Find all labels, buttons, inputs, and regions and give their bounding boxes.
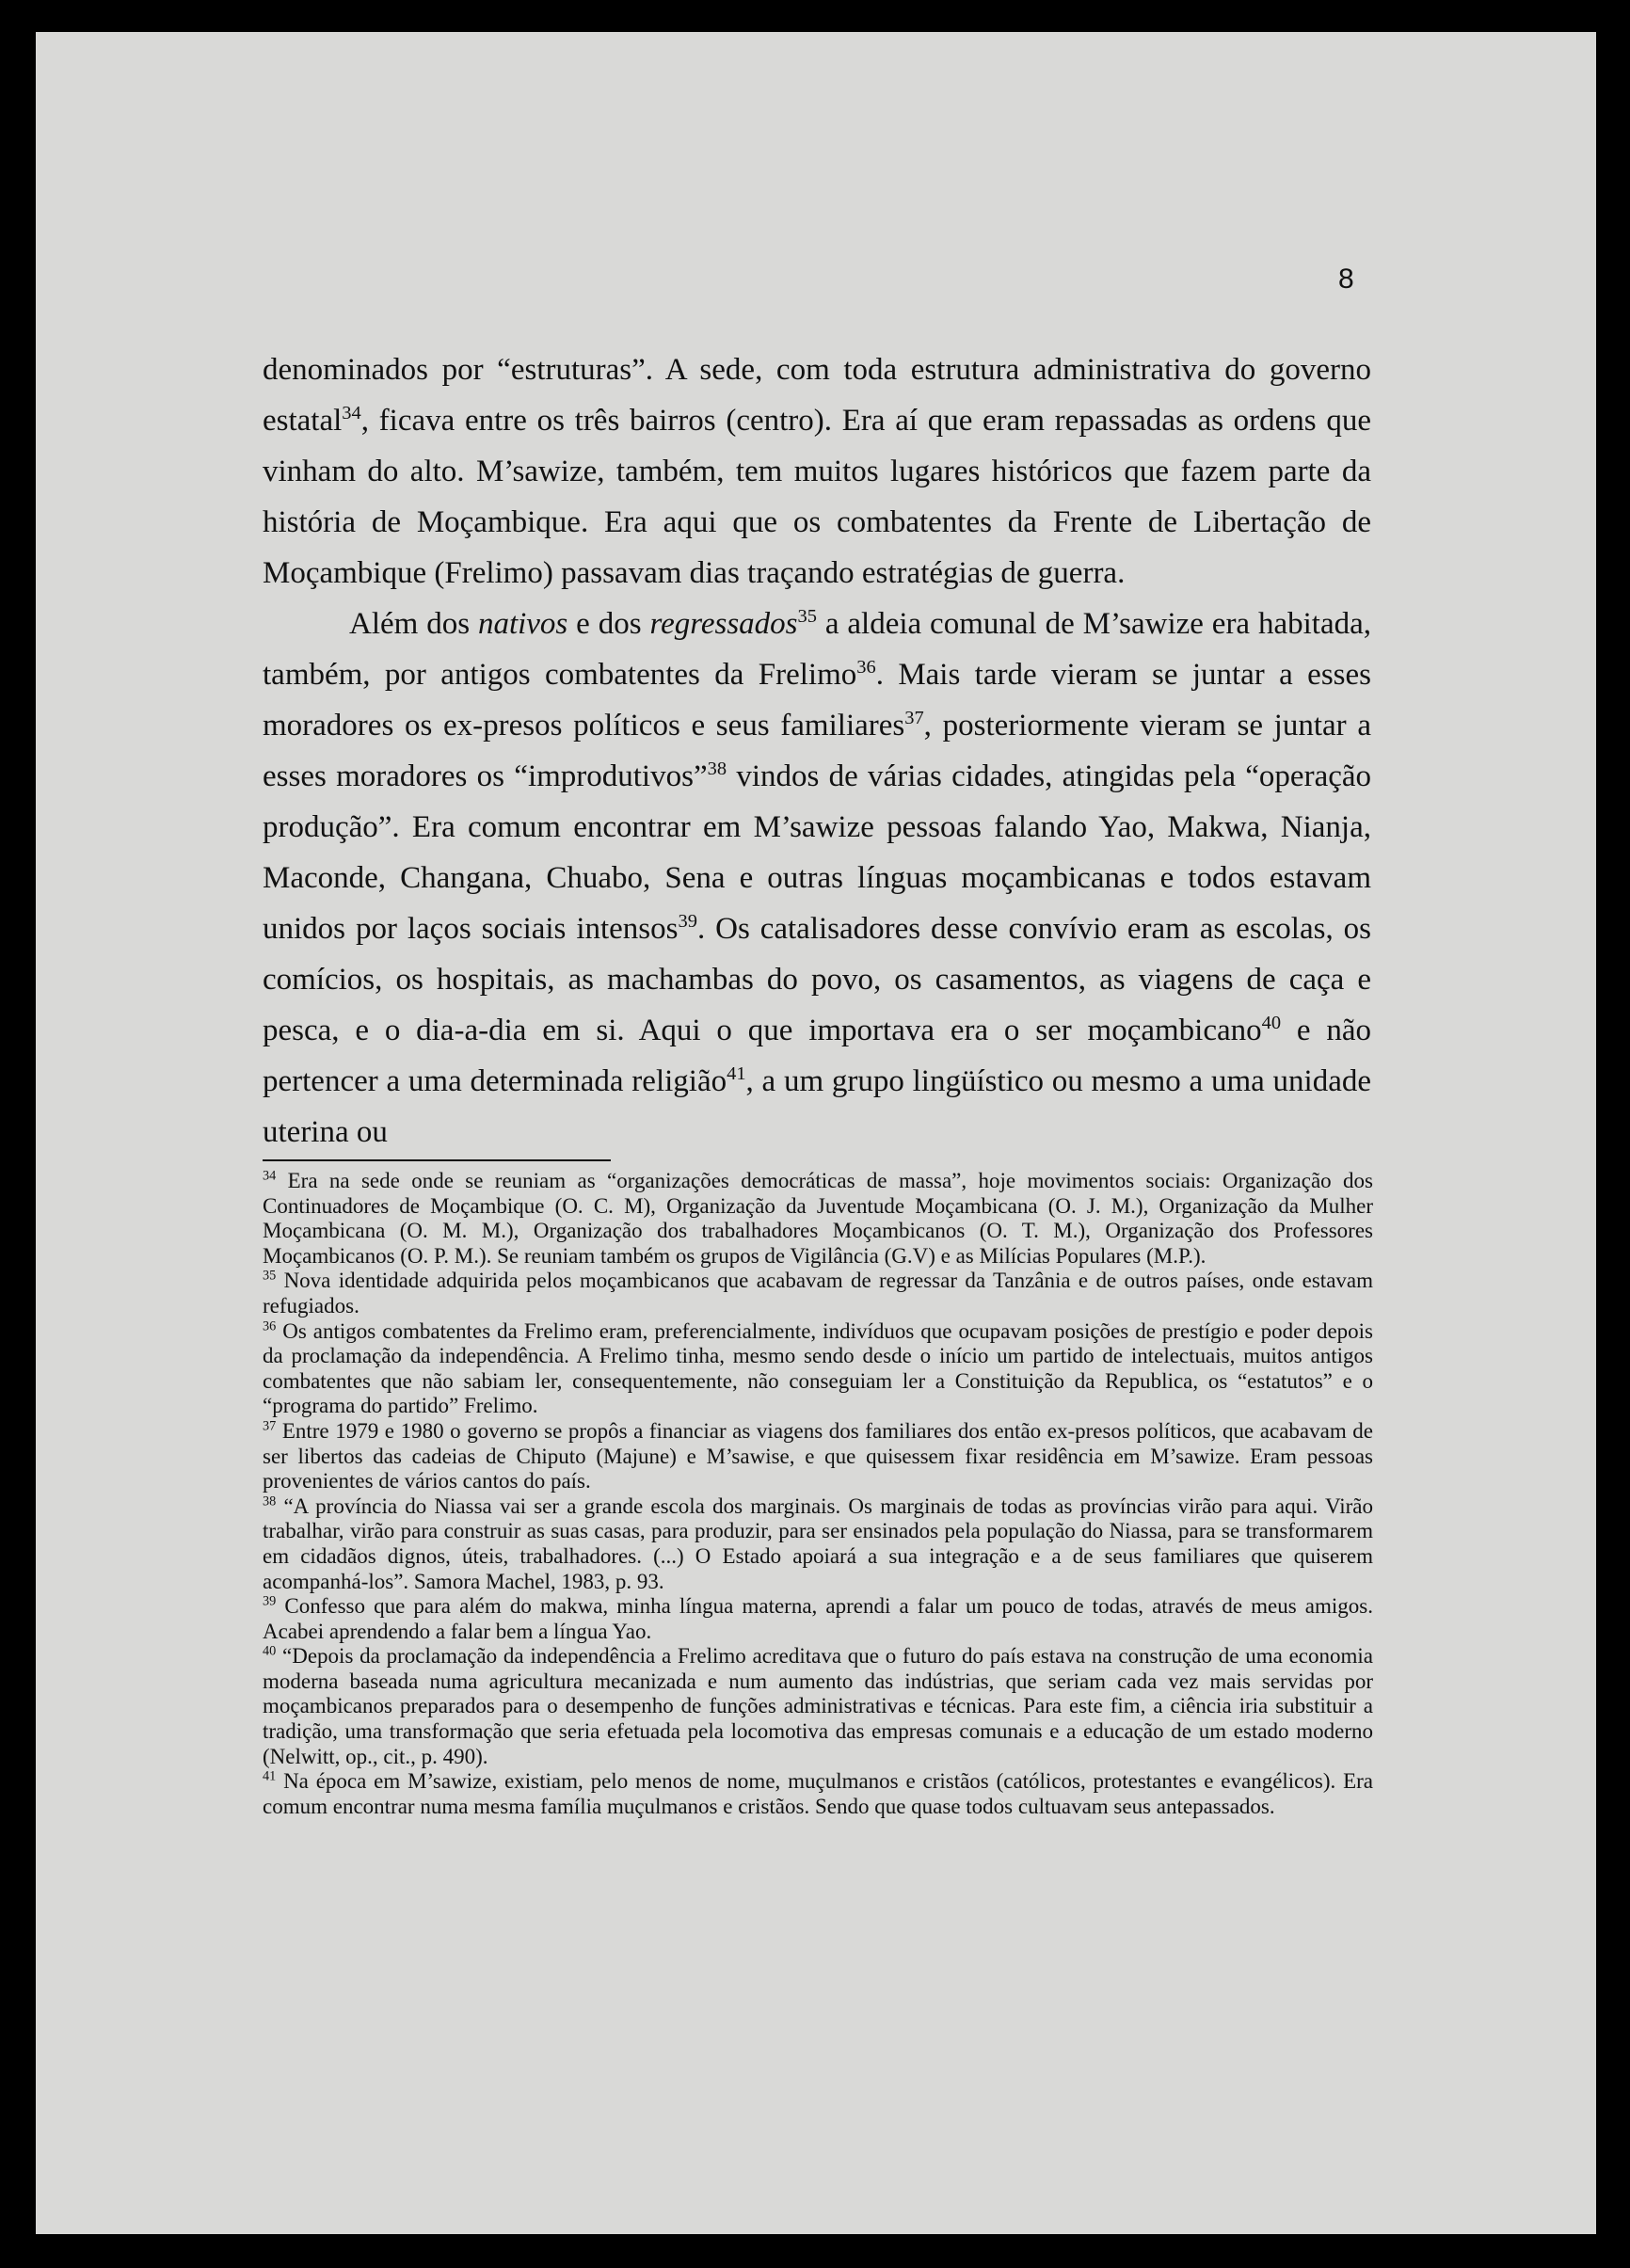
footnote-number: 34	[263, 1168, 277, 1184]
italic-term: nativos	[477, 607, 568, 641]
footnote-ref: 38	[707, 759, 727, 779]
footnote-ref: 36	[856, 657, 876, 678]
footnote-number: 36	[263, 1318, 277, 1334]
text-run: . Os catalisadores desse convívio eram as escolas, os comícios, os hospitais, as machambas do povo, os casamentos, as viagens de caça e pesca, e o dia-a-dia em si. Aqui o que importava era o ser moçambicano	[263, 912, 1371, 1047]
footnote-number: 37	[263, 1418, 277, 1434]
footnote-number: 39	[263, 1593, 277, 1609]
footnote	[263, 1769, 1373, 1819]
footnote-number: 41	[263, 1768, 277, 1784]
footnote-text: Confesso que para além do makwa, minha língua materna, aprendi a falar um pouco de todas, através de meus amigos. Acabei aprendendo a falar bem a língua Yao.	[263, 1594, 1373, 1643]
page-number: 8	[1338, 264, 1354, 295]
footnote-number: 40	[263, 1643, 277, 1659]
text-run: , ficava entre os três bairros (centro). Era aí que eram repassadas as ordens que vinham do alto. M’sawize, também, tem muitos lugares históricos que fazem parte da história de Moçambique. Era aqui que os combatentes da Frente de Libertação de Moçambique (Frelimo) passavam dias traçando estratégias de guerra.	[263, 404, 1371, 590]
footnote-ref: 41	[727, 1063, 746, 1084]
footnote	[263, 1594, 1373, 1644]
footnote	[263, 1419, 1373, 1494]
footnote-text: Era na sede onde se reuniam as “organizações democráticas de massa”, hoje movimentos sociais: Organização dos Continuadores de Moçambique (O. C. M), Organização da Juventude Moçambicana (O. J. M.), Organização da Mulher Moçambicana (O. M. M.), Organização dos trabalhadores Moçambicanos (O. T. M.), Organização dos Professores Moçambicanos (O. P. M.). Se reuniam também os grupos de Vigilância (G.V) e as Milícias Populares (M.P.).	[263, 1169, 1373, 1268]
footnotes	[263, 1169, 1373, 1819]
footnote	[263, 1644, 1373, 1769]
italic-term: regressados	[649, 607, 798, 641]
footnote-ref: 37	[904, 708, 924, 728]
text-run: e não pertencer a uma determinada religião	[263, 1014, 1372, 1098]
document-page	[36, 32, 1596, 2234]
text-run: , posteriormente vieram se juntar a esses moradores os “improdutivos”	[263, 709, 1371, 793]
paragraph	[263, 344, 1371, 599]
footnote	[263, 1319, 1373, 1419]
footnote-ref: 40	[1261, 1013, 1282, 1033]
footnote-text: “Depois da proclamação da independência a Frelimo acreditava que o futuro do país estava na construção de uma economia moderna baseada numa agricultura mecanizada e num aumento das indústrias, que seriam cada vez mais servidas por moçambicanos preparados para o desempenho de funções administrativas e técnicas. Para este fim, a ciência iria substituir a tradição, uma transformação que seria efetuada pela locomotiva das empresas comunais e a educação de um estado moderno (Nelwitt, op., cit., p. 490).	[263, 1644, 1373, 1768]
text-run: denominados por “estruturas”. A sede, com toda estrutura administrativa do governo estatal	[263, 353, 1371, 438]
footnote-ref: 34	[342, 403, 361, 423]
paragraph	[263, 599, 1371, 1158]
footnote-text: “A província do Niassa vai ser a grande escola dos marginais. Os marginais de todas as províncias virão para aqui. Virão trabalhar, virão para construir as suas casas, para produzir, para ser ensinados pela população do Niassa, para se transformarem em cidadãos dignos, úteis, trabalhadores. (...) O Estado apoiará a sua integração e a de seus familiares que quiserem acompanhá-los”. Samora Machel, 1983, p. 93.	[263, 1493, 1373, 1593]
footnote	[263, 1269, 1373, 1318]
text-run: Além dos	[349, 607, 478, 641]
text-run: vindos de várias cidades, atingidas pela “operação produção”. Era comum encontrar em M’sawize pessoas falando Yao, Makwa, Nianja, Maconde, Changana, Chuabo, Sena e outras línguas moçambicanas e todos estavam unidos por laços sociais intensos	[263, 759, 1372, 946]
body-text	[263, 344, 1371, 1158]
text-run: a aldeia comunal de M’sawize era habitada, também, por antigos combatentes da Frelimo	[263, 607, 1371, 692]
text-run: , a um grupo lingüístico ou mesmo a uma unidade uterina ou	[263, 1064, 1371, 1149]
footnote-number: 38	[263, 1493, 277, 1509]
footnote	[263, 1169, 1373, 1269]
footnote	[263, 1494, 1373, 1594]
footnote-text: Entre 1979 e 1980 o governo se propôs a financiar as viagens dos familiares dos então ex-presos políticos, que acabavam de ser libertos das cadeias de Chiputo (Majune) e M’sawise, e que quisessem fixar residência em M’sawize. Eram pessoas provenientes de vários cantos do país.	[263, 1418, 1373, 1493]
footnote-number: 35	[263, 1268, 277, 1284]
footnote-separator	[263, 1159, 611, 1161]
footnote-text: Nova identidade adquirida pelos moçambicanos que acabavam de regressar da Tanzânia e de outros países, onde estavam refugiados.	[263, 1269, 1373, 1318]
footnote-ref: 39	[678, 911, 697, 932]
text-run: e dos	[567, 607, 650, 641]
footnote-text: Os antigos combatentes da Frelimo eram, preferencialmente, indivíduos que ocupavam posições de prestígio e poder depois da proclamação da independência. A Frelimo tinha, mesmo sendo desde o início um partido de intelectuais, muitos antigos combatentes que não sabiam ler, consequentemente, não conseguiam ler a Constituição da Republica, os “estatutos” e o “programa do partido” Frelimo.	[263, 1318, 1373, 1418]
footnote-ref: 35	[797, 606, 817, 627]
footnote-text: Na época em M’sawize, existiam, pelo menos de nome, muçulmanos e cristãos (católicos, protestantes e evangélicos). Era comum encontrar numa mesma família muçulmanos e cristãos. Sendo que quase todos cultuavam seus antepassados.	[263, 1769, 1373, 1818]
text-run: . Mais tarde vieram se juntar a esses moradores os ex-presos políticos e seus familiares	[263, 658, 1371, 743]
